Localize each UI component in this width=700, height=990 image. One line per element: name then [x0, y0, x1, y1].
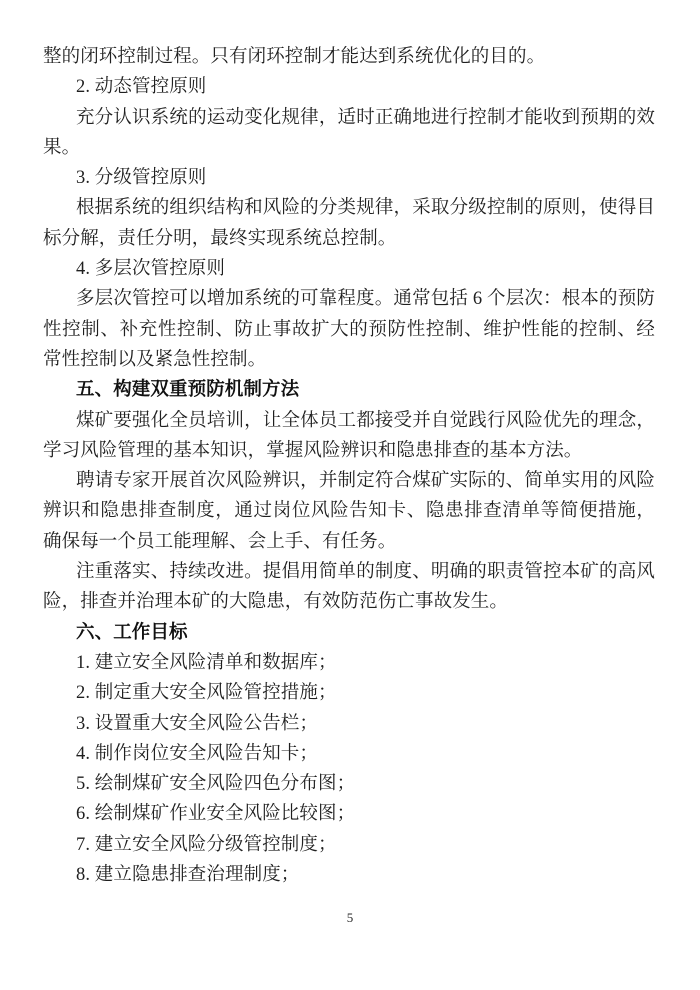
goal-item-1: 1. 建立安全风险清单和数据库； [76, 652, 337, 673]
section-heading-5: 五、构建双重预防机制方法 [76, 380, 300, 401]
section-heading-6: 六、工作目标 [76, 622, 188, 643]
goal-item-8: 8. 建立隐患排查治理制度； [76, 865, 300, 886]
goal-item-6: 6. 绘制煤矿作业安全风险比较图； [76, 804, 356, 825]
paragraph-dynamic-control: 充分认识系统的运动变化规律，适时正确地进行控制才能收到预期的效果。 [43, 107, 655, 158]
paragraph-continuation: 整的闭环控制过程。只有闭环控制才能达到系统优化的目的。 [43, 47, 546, 67]
paragraph-multilevel-control: 多层次管控可以增加系统的可靠程度。通常包括 6 个层次：根本的预防性控制、补充性控制、防止事故扩大的预防性控制、维护性能的控制、经常性控制以及紧急性控制。 [43, 289, 655, 370]
subheading-dynamic-control: 2. 动态管控原则 [76, 77, 207, 98]
paragraph-implementation: 注重落实、持续改进。提倡用简单的制度、明确的职责管控本矿的高风险，排查并治理本矿的大隐患，有效防范伤亡事故发生。 [43, 562, 655, 613]
page-number: 5 [346, 910, 354, 925]
goal-item-4: 4. 制作岗位安全风险告知卡； [76, 743, 319, 764]
paragraph-training: 煤矿要强化全员培训，让全体员工都接受并自觉践行风险优先的理念，学习风险管理的基本知识，掌握风险辨识和隐患排查的基本方法。 [43, 410, 655, 461]
paragraph-graded-control: 根据系统的组织结构和风险的分类规律，采取分级控制的原则，使得目标分解，责任分明，最终实现系统总控制。 [43, 198, 655, 249]
goal-item-7: 7. 建立安全风险分级管控制度； [76, 834, 337, 855]
goal-item-5: 5. 绘制煤矿安全风险四色分布图； [76, 774, 356, 795]
subheading-graded-control: 3. 分级管控原则 [76, 168, 207, 189]
paragraph-experts: 聘请专家开展首次风险辨识，并制定符合煤矿实际的、简单实用的风险辨识和隐患排查制度，通过岗位风险告知卡、隐患排查清单等简便措施，确保每一个员工能理解、会上手、有任务。 [43, 471, 655, 552]
subheading-multilevel-control: 4. 多层次管控原则 [76, 259, 226, 280]
goal-item-2: 2. 制定重大安全风险管控措施； [76, 683, 337, 704]
goal-item-3: 3. 设置重大安全风险公告栏； [76, 713, 319, 734]
